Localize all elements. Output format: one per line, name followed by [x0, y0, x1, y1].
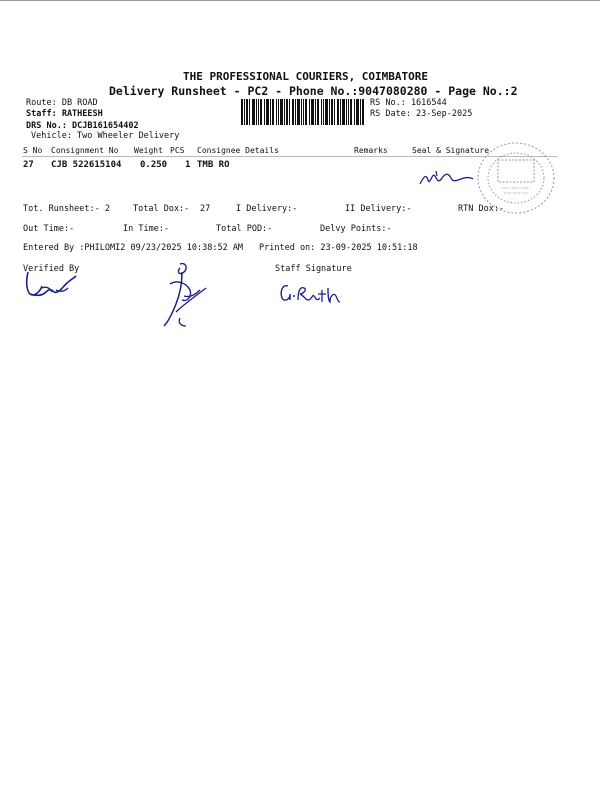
rs-date: RS Date: 23-Sep-2025: [370, 109, 473, 119]
entered-by: Entered By :PHILOMI2 09/23/2025 10:38:52 AM: [23, 243, 244, 253]
i-delivery: I Delivery:-: [236, 204, 298, 214]
rtn-dox: RTN Dox:-: [458, 204, 505, 214]
authorizer-signature: [160, 260, 220, 332]
col-header-consignment: Consignment No: [51, 146, 119, 155]
col-header-consignee: Consignee Details: [197, 146, 279, 155]
company-title: THE PROFESSIONAL COURIERS, COIMBATORE: [183, 70, 429, 83]
col-header-seal-signature: Seal & Signature: [412, 146, 490, 155]
row-consignee: TMB RO: [197, 160, 230, 170]
total-dox-value: 27: [200, 204, 211, 214]
tot-runsheet: Tot. Runsheet:- 2: [23, 204, 110, 214]
printed-on: Printed on: 23-09-2025 10:51:18: [259, 243, 418, 253]
row-sno: 27: [23, 160, 34, 170]
in-time: In Time:-: [123, 224, 170, 234]
row-weight: 0.250: [140, 160, 168, 170]
runsheet-subtitle: Delivery Runsheet - PC2 - Phone No.:9047080280 - Page No.:2: [109, 84, 518, 98]
verifier-signature: [22, 266, 82, 302]
row-pcs: 1: [185, 160, 191, 170]
col-header-remarks: Remarks: [354, 146, 388, 155]
col-header-sno: S No: [23, 146, 43, 155]
receiver-signature: [418, 166, 474, 192]
staff-signature-label: Staff Signature: [275, 264, 352, 274]
top-edge-line: [0, 0, 600, 1]
staff-signature: [278, 280, 344, 306]
rs-number: RS No.: 1616544: [370, 98, 447, 108]
drs-number: DRS No.: DCJB161654402: [26, 121, 139, 131]
total-dox-label: Total Dox:-: [133, 204, 190, 214]
route-label: Route: DB ROAD: [26, 98, 98, 108]
delvy-points: Delvy Points:-: [320, 224, 392, 234]
total-pod: Total POD:-: [216, 224, 273, 234]
col-header-pcs: PCS: [170, 146, 185, 155]
col-header-weight: Weight: [134, 146, 163, 155]
verified-by-label: Verified By: [23, 264, 80, 274]
barcode-image: [241, 99, 365, 125]
out-time: Out Time:-: [23, 224, 75, 234]
staff-label: Staff: RATHEESH: [26, 109, 103, 119]
row-consignment: CJB 522615104: [51, 160, 122, 170]
ii-delivery: II Delivery:-: [345, 204, 412, 214]
vehicle-label: Vehicle: Two Wheeler Delivery: [31, 131, 180, 141]
